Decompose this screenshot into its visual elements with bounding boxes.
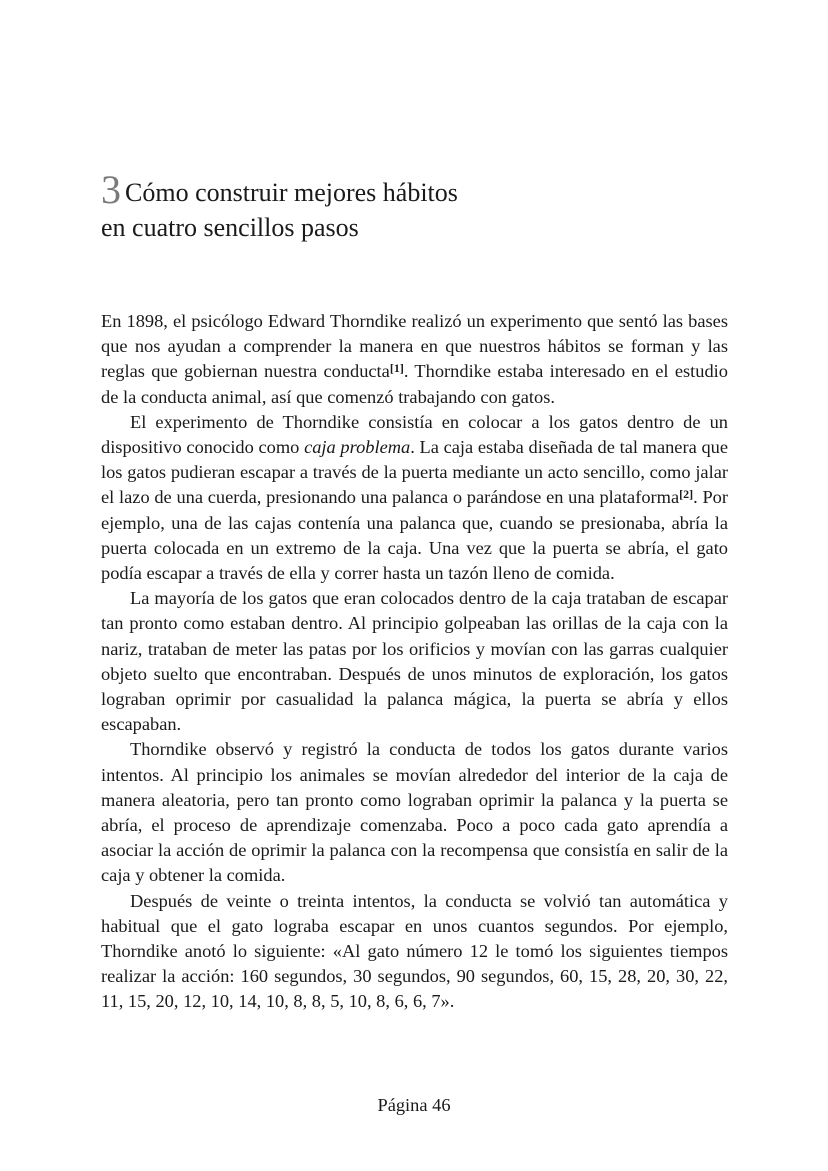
text: Después de veinte o treinta intentos, la conducta se volvió tan automática y habitual que el gato lograba escapar en unos cuantos segundos. Por ejemplo, Thorndike anotó lo siguiente: «Al gato número 12 le tomó los siguientes tiempos realizar la acción: 160 segundos, 30 segundos, 90 segundos, 60, 15, 28, 20, 30, 22, 11, 15, 20, 12, 10, 14, 10, 8, 8, 5, 10, 8, 6, 6, 7». — [101, 890, 728, 1012]
italic-term: caja problema — [304, 437, 411, 458]
text: . La caja estaba diseñada de tal manera que los gatos pudieran escapar a través de la puerta mediante un acto sencillo, como jalar el lazo de una cuerda, presionando una palanca o parándose en una plataforma — [101, 437, 729, 508]
paragraph — [101, 309, 728, 410]
text: La mayoría de los gatos que eran colocados dentro de la caja trataban de escapar tan pronto como estaban dentro. Al principio golpeaban las orillas de la caja con la nariz, trataban de meter las patas por los orificios y movían con las garras cualquier objeto suelto que encontraban. Después de unos minutos de exploración, los gatos lograban oprimir por casualidad la palanca mágica, la puerta se abría y ellos escapaban. — [101, 588, 728, 735]
chapter-number: 3 — [101, 167, 121, 212]
paragraph — [101, 889, 728, 1015]
chapter-title-line1: Cómo construir mejores hábitos — [125, 178, 458, 207]
text: El experimento de Thorndike consistía en colocar a los gatos dentro de un dispositivo conocido como — [101, 411, 728, 458]
chapter-title-line2: en cuatro sencillos pasos — [101, 213, 359, 242]
chapter-title — [101, 167, 458, 245]
text: . Por ejemplo, una de las cajas contenía una palanca que, cuando se presionaba, abría la puerta colocada en un extremo de la caja. Una vez que la puerta se abría, el gato podía escapar a través de ella y correr hasta un tazón lleno de comida. — [101, 487, 728, 584]
text: En 1898, el psicólogo Edward Thorndike realizó un experimento que sentó las bases que nos ayudan a comprender la manera en que nuestros hábitos se forman y las reglas que gobiernan nuestra conducta — [101, 311, 728, 382]
paragraph — [101, 586, 728, 737]
text: . Thorndike estaba interesado en el estudio de la conducta animal, así que comenzó trabajando con gatos. — [101, 361, 728, 407]
page-number: Página 46 — [377, 1095, 451, 1115]
footnote-ref[interactable]: [2] — [679, 487, 694, 502]
footnote-ref[interactable]: [1] — [389, 361, 404, 376]
paragraph — [101, 410, 728, 586]
text: Thorndike observó y registró la conducta de todos los gatos durante varios intentos. Al principio los animales se movían alrededor del interior de la caja de manera aleatoria, pero tan pronto como lograban oprimir la palanca y la puerta se abría, el proceso de aprendizaje comenzaba. Poco a poco cada gato aprendía a asociar la acción de oprimir la palanca con la recompensa que consistía en salir de la caja y obtener la comida. — [101, 739, 728, 886]
paragraph — [101, 737, 728, 888]
body-text — [101, 309, 728, 1015]
